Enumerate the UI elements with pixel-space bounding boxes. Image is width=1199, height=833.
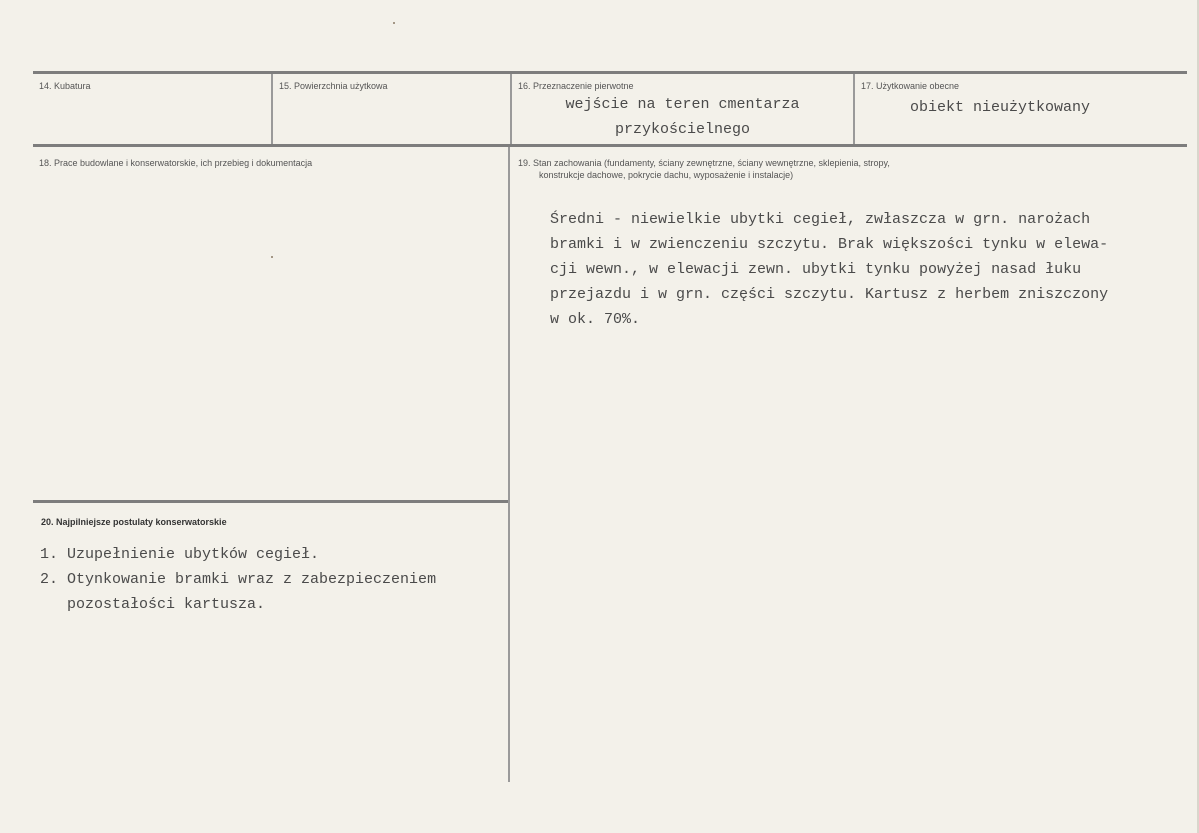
field-18-label: 18. Prace budowlane i konserwatorskie, ich przebieg i dokumentacja [39, 158, 313, 168]
field-19-label-line2: konstrukcje dachowe, pokrycie dachu, wyposażenie i instalacje) [539, 170, 794, 180]
divider-left-right [508, 147, 510, 782]
field-14-label: 14. Kubatura [39, 81, 91, 91]
field-19-line: w ok. 70%. [550, 311, 641, 328]
field-15-label: 15. Powierzchnia użytkowa [279, 81, 388, 91]
field-16-value-line2: przykościelnego [614, 121, 751, 138]
top-rule [33, 71, 1187, 74]
field-20-line: 1. Uzupełnienie ubytków cegieł. [40, 546, 320, 563]
field-16-value-line1: wejście na teren cmentarza [565, 96, 800, 113]
field-20-line: 2. Otynkowanie bramki wraz z zabezpieczeniem [40, 571, 437, 588]
field-19-line: przejazdu i w grn. części szczytu. Kartusz z herbem zniszczony [550, 286, 1109, 303]
divider-14-15 [271, 74, 273, 144]
field-20-line: pozostałości kartusza. [40, 596, 266, 613]
field-16-label: 16. Przeznaczenie pierwotne [518, 81, 634, 91]
paper-speck [271, 256, 273, 258]
field-17-value: obiekt nieużytkowany [909, 99, 1091, 116]
middle-rule [33, 144, 1187, 147]
field-19-line: cji wewn., w elewacji zewn. ubytki tynku powyżej nasad łuku [550, 261, 1082, 278]
field-19-line: bramki i w zwienczeniu szczytu. Brak większości tynku w elewa- [550, 236, 1109, 253]
paper-speck [393, 22, 395, 24]
section-20-rule [33, 500, 508, 503]
field-19-line: Średni - niewielkie ubytki cegieł, zwłaszcza w grn. narożach [550, 211, 1091, 228]
field-17-label: 17. Użytkowanie obecne [861, 81, 960, 91]
field-19-label-line1: 19. Stan zachowania (fundamenty, ściany zewnętrzne, ściany wewnętrzne, sklepienia, stropy, [518, 158, 890, 168]
field-20-label: 20. Najpilniejsze postulaty konserwatorskie [41, 517, 227, 527]
